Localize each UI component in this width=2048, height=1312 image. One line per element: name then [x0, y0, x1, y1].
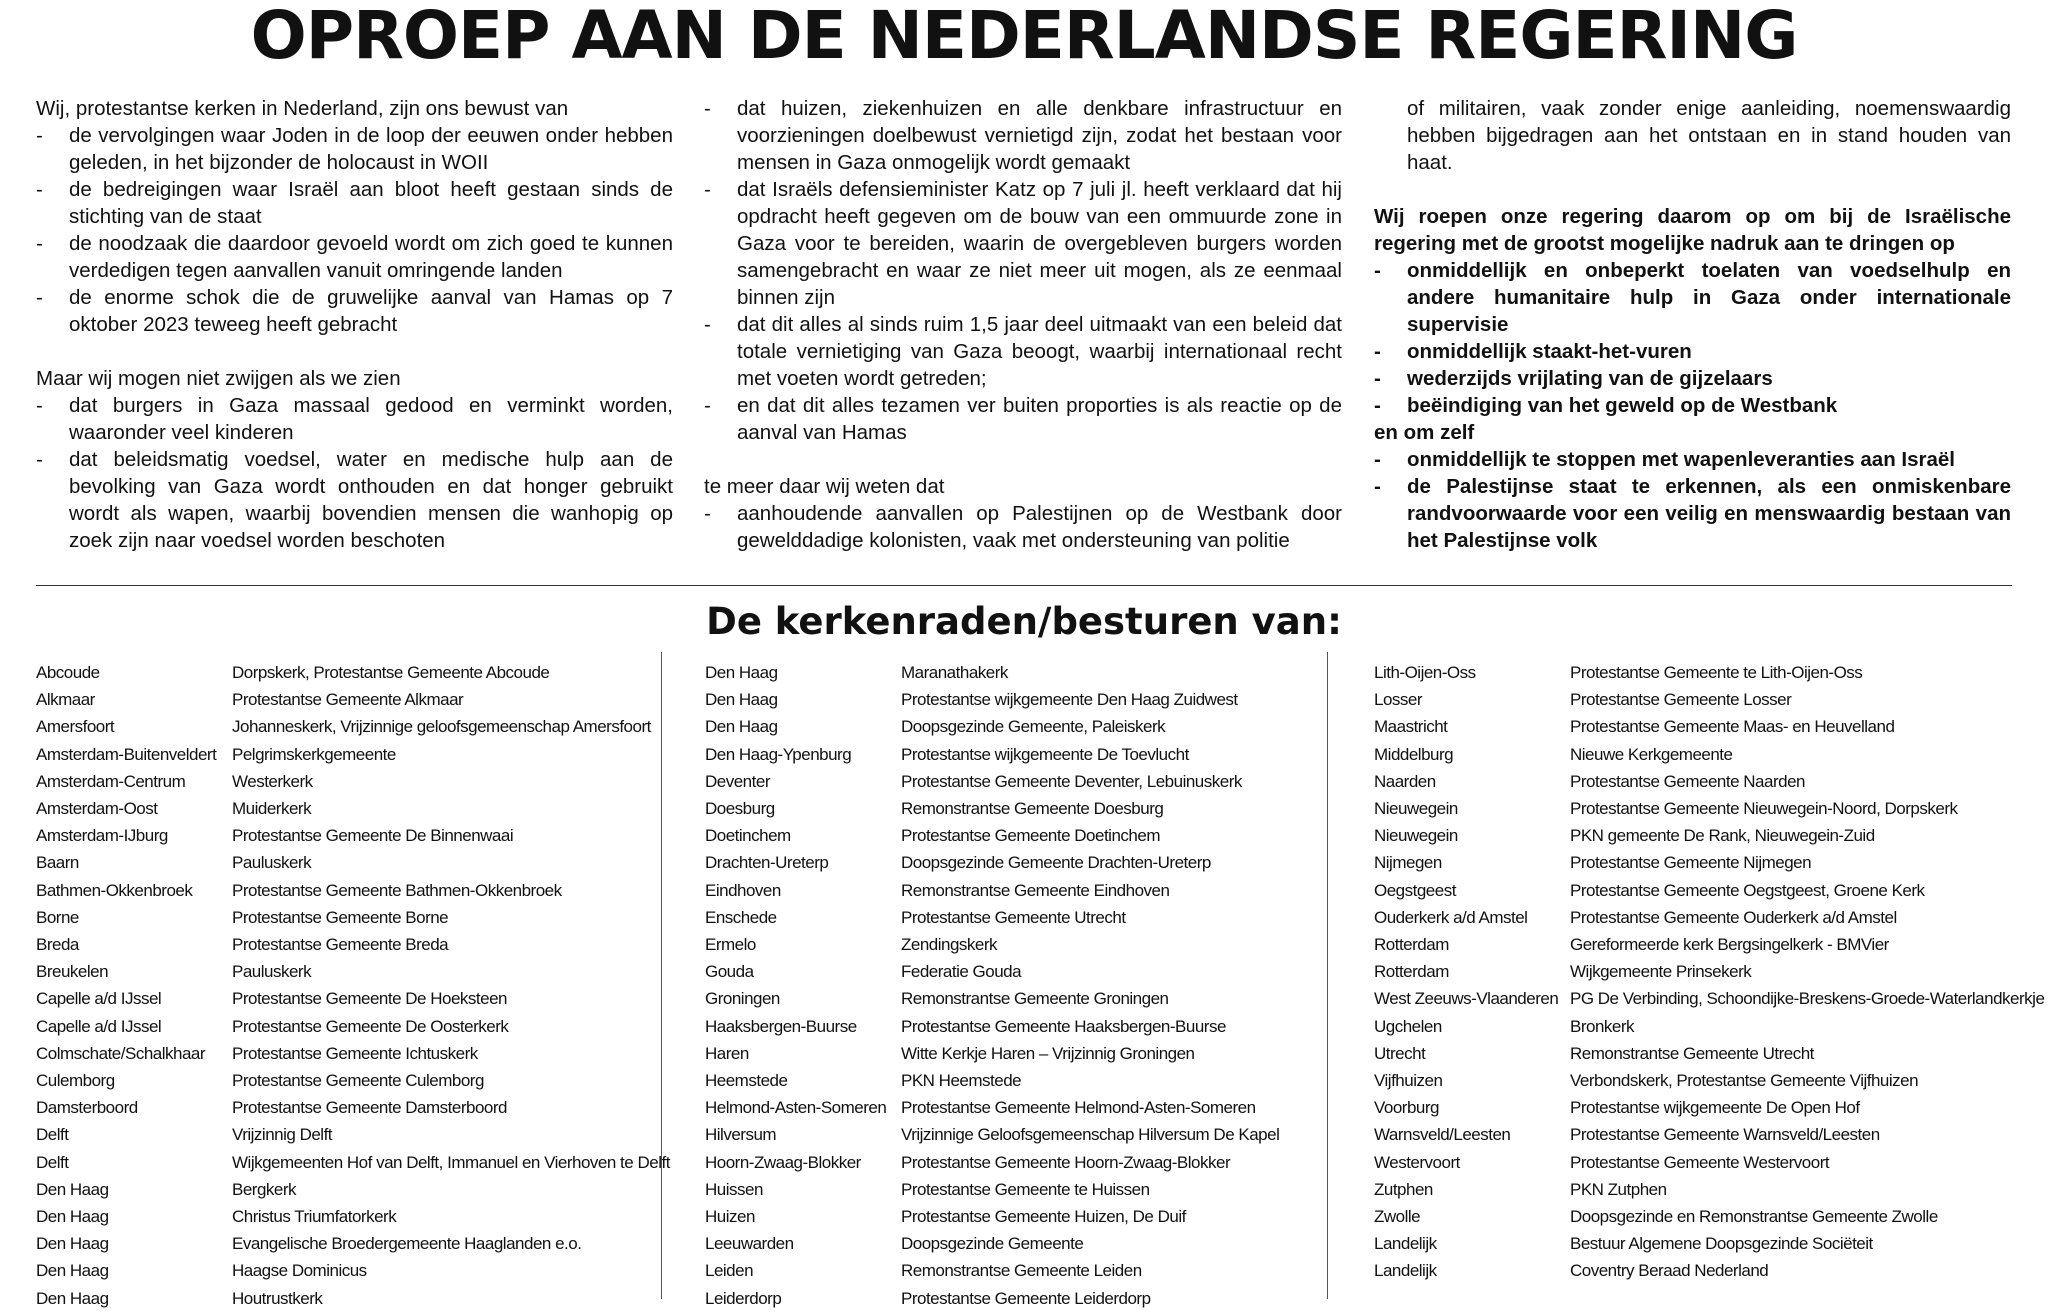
signatory-row: [705, 795, 1279, 822]
signatory-place: Den Haag: [705, 663, 778, 682]
signatory-church: PG De Verbinding, Schoondijke-Breskens-Groede-Waterlandkerkje: [1570, 989, 2045, 1009]
signatory-row: [36, 768, 670, 795]
signatory-church: Witte Kerkje Haren – Vrijzinnig Groningen: [901, 1043, 1195, 1063]
signatory-row: [36, 931, 670, 958]
list-item: - de vervolgingen waar Joden in de loop der eeuwen onder hebben geleden, in het bijzonder de holocaust in WOII: [36, 122, 673, 176]
signatory-church: Maranathakerk: [901, 663, 1008, 682]
signatory-church: Remonstrantse Gemeente Utrecht: [1570, 1043, 1814, 1063]
signatory-row: [36, 1257, 670, 1284]
signatory-place: Baarn: [36, 853, 79, 873]
signatory-place: Eindhoven: [705, 880, 781, 900]
signatory-row: [705, 985, 1279, 1012]
signatory-row: [705, 768, 1279, 795]
signatory-row: [705, 1257, 1279, 1284]
signatory-row: [36, 822, 670, 849]
list-item: - dat beleidsmatig voedsel, water en medische hulp aan de bevolking van Gaza wordt onthouden en dat honger gebruikt wordt als wapen, waarbij bovendien mensen die wanhopig op zoek zijn naar voedsel worden beschoten: [36, 446, 673, 554]
signatory-row: [1374, 1149, 2044, 1176]
list-item: - beëindiging van het geweld op de Westbank: [1374, 392, 2011, 419]
signatory-church: Bestuur Algemene Doopsgezinde Sociëteit: [1570, 1234, 1873, 1254]
signatory-row: [705, 1013, 1279, 1040]
signatory-church: Protestantse wijkgemeente De Toevlucht: [901, 744, 1189, 764]
signatory-church: Protestantse Gemeente Naarden: [1570, 771, 1805, 791]
signatory-place: Leiderdorp: [705, 1288, 782, 1308]
signatory-church: Remonstrantse Gemeente Eindhoven: [901, 880, 1170, 900]
list-item: - wederzijds vrijlating van de gijzelaars: [1374, 365, 2011, 392]
signatory-row: [36, 795, 670, 822]
signatory-place: Amsterdam-Oost: [36, 799, 158, 819]
signatory-place: Lith-Oijen-Oss: [1374, 663, 1476, 682]
signatory-place: West Zeeuws-Vlaanderen: [1374, 989, 1559, 1009]
signatory-row: [705, 822, 1279, 849]
signatory-row: [705, 849, 1279, 876]
signatory-church: PKN Zutphen: [1570, 1179, 1667, 1199]
list-item: - dat huizen, ziekenhuizen en alle denkbare infrastructuur en voorzieningen doelbewust vernietigd zijn, zodat het bestaan voor mensen in Gaza onmogelijk wordt gemaakt: [704, 95, 1342, 176]
signatory-church: Pauluskerk: [232, 962, 312, 982]
signatory-place: Alkmaar: [36, 690, 95, 710]
signatory-place: Breda: [36, 935, 79, 955]
signatory-row: [36, 904, 670, 931]
signatory-church: Protestantse Gemeente Maas- en Heuvelland: [1570, 717, 1895, 737]
signatory-church: Protestantse Gemeente te Lith-Oijen-Oss: [1570, 663, 1863, 682]
signatory-place: Nieuwegein: [1374, 826, 1458, 846]
signatory-place: Nieuwegein: [1374, 799, 1458, 819]
signatory-place: Voorburg: [1374, 1098, 1439, 1118]
list-item: - dat burgers in Gaza massaal gedood en verminkt worden, waaronder veel kinderen: [36, 392, 673, 446]
signatory-church: Protestantse Gemeente Culemborg: [232, 1071, 484, 1091]
signatory-row: [705, 1203, 1279, 1230]
signatory-row: [36, 849, 670, 876]
signatory-row: [36, 877, 670, 904]
signatory-row: [705, 686, 1279, 713]
signatory-church: Remonstrantse Gemeente Doesburg: [901, 799, 1164, 819]
signatory-church: Protestantse Gemeente Alkmaar: [232, 690, 464, 710]
signatory-church: Bergkerk: [232, 1179, 297, 1199]
signatory-place: Oegstgeest: [1374, 880, 1456, 900]
signatory-place: Zutphen: [1374, 1179, 1433, 1199]
signatory-place: Hilversum: [705, 1125, 777, 1145]
signatory-church: Protestantse Gemeente Huizen, De Duif: [901, 1207, 1186, 1227]
signatory-list-3: [1374, 659, 2044, 1285]
signatory-place: Den Haag: [36, 1207, 109, 1227]
signatory-church: Johanneskerk, Vrijzinnige geloofsgemeenschap Amersfoort: [232, 717, 651, 737]
concern-list-continued: [704, 95, 1342, 446]
signatory-row: [705, 1149, 1279, 1176]
signatory-row: [1374, 1230, 2044, 1257]
list-item: - dat Israëls defensieminister Katz op 7 juli jl. heeft verklaard dat hij opdracht heeft gegeven om de bouw van een ommuurde zone in Gaza voor te bereiden, waarin de overgebleven burgers worden samengebracht en waar ze niet meer uit mogen, als ze eenmaal binnen zijn: [704, 176, 1342, 311]
signatory-place: Warnsveld/Leesten: [1374, 1125, 1511, 1145]
signatory-row: [36, 1067, 670, 1094]
signatory-row: [36, 1176, 670, 1203]
signatory-row: [36, 713, 670, 740]
list-item: - de enorme schok die de gruwelijke aanval van Hamas op 7 oktober 2023 teweeg heeft gebracht: [36, 284, 673, 338]
signatory-church: Vrijzinnig Delft: [232, 1125, 333, 1145]
signatory-place: Heemstede: [705, 1071, 788, 1091]
signatory-row: [1374, 958, 2044, 985]
knowledge-intro: te meer daar wij weten dat: [704, 475, 945, 498]
signatory-place: Losser: [1374, 690, 1423, 710]
signatory-row: [36, 1149, 670, 1176]
signatory-row: [36, 1013, 670, 1040]
signatory-church: Protestantse Gemeente Utrecht: [901, 907, 1126, 927]
signatory-place: Huissen: [705, 1179, 763, 1199]
column-divider: [1327, 652, 1328, 1299]
signatory-list-2: [705, 659, 1279, 1312]
signatory-church: Westerkerk: [232, 771, 313, 791]
signatory-place: Gouda: [705, 962, 754, 982]
signatory-church: Haagse Dominicus: [232, 1261, 367, 1281]
signatory-church: Protestantse Gemeente Helmond-Asten-Someren: [901, 1098, 1256, 1118]
signatory-church: Coventry Beraad Nederland: [1570, 1261, 1769, 1281]
concern-intro: Maar wij mogen niet zwijgen als we zien: [36, 367, 401, 390]
signatory-church: Protestantse Gemeente Haaksbergen-Buurse: [901, 1016, 1226, 1036]
signatory-place: Westervoort: [1374, 1152, 1460, 1172]
signatory-church: Dorpskerk, Protestantse Gemeente Abcoude: [232, 663, 550, 682]
text-column-2: [704, 95, 1342, 554]
signatory-place: Abcoude: [36, 663, 100, 682]
signatory-church: Zendingskerk: [901, 935, 998, 955]
signatory-church: Protestantse Gemeente Doetinchem: [901, 826, 1160, 846]
signatory-church: Muiderkerk: [232, 799, 312, 819]
call-paragraph: Wij roepen onze regering daarom op om bij de Israëlische regering met de grootst mogelijke nadruk aan te dringen op: [1374, 205, 2011, 255]
signatory-row: [36, 686, 670, 713]
signatory-row: [1374, 659, 2044, 686]
signatory-church: Protestantse Gemeente Oegstgeest, Groene Kerk: [1570, 880, 1925, 900]
signatory-row: [1374, 1013, 2044, 1040]
signatory-church: Protestantse wijkgemeente De Open Hof: [1570, 1098, 1860, 1118]
signatory-place: Middelburg: [1374, 744, 1454, 764]
signatory-row: [1374, 768, 2044, 795]
list-item: - de bedreigingen waar Israël aan bloot heeft gestaan sinds de stichting van de staat: [36, 176, 673, 230]
signatory-place: Culemborg: [36, 1071, 115, 1091]
signatory-place: Landelijk: [1374, 1261, 1437, 1281]
signatory-place: Colmschate/Schalkhaar: [36, 1043, 206, 1063]
continuation-paragraph: of militairen, vaak zonder enige aanleiding, noemenswaardig hebben bijgedragen aan het ontstaan en in stand houden van haat.: [1407, 97, 2011, 174]
signatory-church: Protestantse Gemeente Hoorn-Zwaag-Blokker: [901, 1152, 1231, 1172]
signatory-place: Helmond-Asten-Someren: [705, 1098, 887, 1118]
signatory-church: Houtrustkerk: [232, 1288, 323, 1308]
signatory-place: Groningen: [705, 989, 780, 1009]
signatory-place: Landelijk: [1374, 1234, 1437, 1254]
signatories-heading: De kerkenraden/besturen van:: [706, 600, 1342, 643]
signatory-row: [1374, 1121, 2044, 1148]
signatory-church: Vrijzinnige Geloofsgemeenschap Hilversum De Kapel: [901, 1125, 1280, 1145]
self-demands-list: [1374, 446, 2011, 554]
signatory-place: Utrecht: [1374, 1043, 1426, 1063]
list-item: - de Palestijnse staat te erkennen, als een onmiskenbare randvoorwaarde voor een veilig en menswaardig bestaan van het Palestijnse volk: [1374, 473, 2011, 554]
signatory-church: Protestantse Gemeente Bathmen-Okkenbroek: [232, 880, 562, 900]
signatory-place: Amsterdam-Centrum: [36, 771, 186, 791]
signatory-row: [1374, 1176, 2044, 1203]
intro-paragraph: Wij, protestantse kerken in Nederland, zijn ons bewust van: [36, 97, 569, 120]
signatory-row: [1374, 1040, 2044, 1067]
signatory-church: Doopsgezinde en Remonstrantse Gemeente Zwolle: [1570, 1207, 1938, 1227]
signatory-row: [705, 1176, 1279, 1203]
signatory-place: Maastricht: [1374, 717, 1448, 737]
signatory-place: Den Haag: [705, 717, 778, 737]
signatory-row: [1374, 822, 2044, 849]
signatory-row: [705, 931, 1279, 958]
signatory-row: [1374, 1203, 2044, 1230]
signatory-church: Protestantse Gemeente Ouderkerk a/d Amstel: [1570, 907, 1897, 927]
signatory-place: Drachten-Ureterp: [705, 853, 829, 873]
signatory-church: Wijkgemeenten Hof van Delft, Immanuel en Vierhoven te Delft: [232, 1152, 670, 1172]
signatory-row: [1374, 904, 2044, 931]
signatory-place: Den Haag: [36, 1261, 109, 1281]
list-item: - onmiddellijk en onbeperkt toelaten van voedselhulp en andere humanitaire hulp in Gaza onder internationale supervisie: [1374, 257, 2011, 338]
signatory-church: Christus Triumfatorkerk: [232, 1207, 397, 1227]
signatory-row: [1374, 1257, 2044, 1284]
signatory-church: Protestantse wijkgemeente Den Haag Zuidwest: [901, 690, 1238, 710]
signatory-church: Verbondskerk, Protestantse Gemeente Vijfhuizen: [1570, 1071, 1919, 1091]
signatory-church: Remonstrantse Gemeente Groningen: [901, 989, 1169, 1009]
concern-list: [36, 392, 673, 554]
signatory-place: Capelle a/d IJssel: [36, 1016, 162, 1036]
signatory-church: Protestantse Gemeente Nijmegen: [1570, 853, 1812, 873]
signatory-church: Wijkgemeente Prinsekerk: [1570, 962, 1752, 982]
signatory-row: [36, 1285, 670, 1312]
signatory-church: PKN Heemstede: [901, 1071, 1022, 1091]
self-intro: en om zelf: [1374, 421, 1475, 444]
signatory-row: [1374, 931, 2044, 958]
signatory-row: [705, 1121, 1279, 1148]
signatory-place: Doesburg: [705, 799, 775, 819]
signatory-church: PKN gemeente De Rank, Nieuwegein-Zuid: [1570, 826, 1875, 846]
signatory-place: Damsterboord: [36, 1098, 138, 1118]
signatory-church: Bronkerk: [1570, 1016, 1635, 1036]
page-title: OPROEP AAN DE NEDERLANDSE REGERING: [250, 0, 1798, 74]
signatory-church: Pauluskerk: [232, 853, 312, 873]
signatory-place: Delft: [36, 1125, 69, 1145]
signatory-row: [1374, 1067, 2044, 1094]
signatory-row: [705, 958, 1279, 985]
signatory-place: Delft: [36, 1152, 69, 1172]
signatory-place: Den Haag: [705, 690, 778, 710]
signatory-church: Protestantse Gemeente Deventer, Lebuinuskerk: [901, 771, 1242, 791]
signatory-church: Protestantse Gemeente Losser: [1570, 690, 1792, 710]
list-item: - onmiddellijk te stoppen met wapenleveranties aan Israël: [1374, 446, 2011, 473]
signatory-row: [36, 1094, 670, 1121]
knowledge-list: [704, 500, 1342, 554]
signatory-row: [1374, 849, 2044, 876]
signatory-place: Breukelen: [36, 962, 109, 982]
signatory-church: Protestantse Gemeente De Hoeksteen: [232, 989, 507, 1009]
signatory-church: Protestantse Gemeente Westervoort: [1570, 1152, 1830, 1172]
signatory-row: [705, 1040, 1279, 1067]
signatory-church: Gereformeerde kerk Bergsingelkerk - BMVier: [1570, 935, 1889, 955]
signatory-church: Remonstrantse Gemeente Leiden: [901, 1261, 1142, 1281]
signatory-church: Pelgrimskerkgemeente: [232, 744, 396, 764]
signatory-church: Protestantse Gemeente De Binnenwaai: [232, 826, 514, 846]
signatory-place: Naarden: [1374, 771, 1436, 791]
signatory-church: Evangelische Broedergemeente Haaglanden e.o.: [232, 1234, 582, 1254]
signatory-place: Haren: [705, 1043, 749, 1063]
signatory-row: [36, 659, 670, 686]
signatory-place: Ugchelen: [1374, 1016, 1442, 1036]
signatory-place: Bathmen-Okkenbroek: [36, 880, 193, 900]
signatory-list-1: [36, 659, 670, 1312]
signatory-place: Deventer: [705, 771, 770, 791]
signatory-row: [705, 713, 1279, 740]
signatory-row: [705, 659, 1279, 686]
signatory-church: Protestantse Gemeente Borne: [232, 907, 449, 927]
signatory-church: Protestantse Gemeente De Oosterkerk: [232, 1016, 509, 1036]
signatory-row: [36, 985, 670, 1012]
signatory-place: Ouderkerk a/d Amstel: [1374, 907, 1528, 927]
signatory-place: Rotterdam: [1374, 935, 1449, 955]
awareness-list: [36, 122, 673, 338]
signatory-row: [36, 741, 670, 768]
signatory-row: [705, 877, 1279, 904]
list-item: - en dat dit alles tezamen ver buiten proporties is als reactie op de aanval van Hamas: [704, 392, 1342, 446]
signatory-place: Zwolle: [1374, 1207, 1421, 1227]
signatory-church: Doopsgezinde Gemeente: [901, 1234, 1084, 1254]
signatory-place: Den Haag-Ypenburg: [705, 744, 852, 764]
signatory-church: Protestantse Gemeente Nieuwegein-Noord, Dorpskerk: [1570, 799, 1958, 819]
signatory-place: Den Haag: [36, 1179, 109, 1199]
signatory-place: Amsterdam-Buitenveldert: [36, 744, 217, 764]
signatory-place: Capelle a/d IJssel: [36, 989, 162, 1009]
signatory-place: Leeuwarden: [705, 1234, 794, 1254]
signatory-place: Nijmegen: [1374, 853, 1442, 873]
signatory-row: [705, 1230, 1279, 1257]
signatory-place: Den Haag: [36, 1288, 109, 1308]
list-item: - dat dit alles al sinds ruim 1,5 jaar deel uitmaakt van een beleid dat totale vernietiging van Gaza beoogt, waarbij internationaal recht met voeten wordt getreden;: [704, 311, 1342, 392]
signatory-place: Ermelo: [705, 935, 756, 955]
signatory-place: Enschede: [705, 907, 777, 927]
signatory-place: Den Haag: [36, 1234, 109, 1254]
signatory-church: Nieuwe Kerkgemeente: [1570, 744, 1733, 764]
signatory-row: [36, 1040, 670, 1067]
signatory-place: Borne: [36, 907, 79, 927]
signatory-church: Protestantse Gemeente te Huissen: [901, 1179, 1150, 1199]
signatory-row: [1374, 741, 2044, 768]
signatory-church: Federatie Gouda: [901, 962, 1022, 982]
signatory-place: Rotterdam: [1374, 962, 1449, 982]
signatory-place: Hoorn-Zwaag-Blokker: [705, 1152, 861, 1172]
signatory-place: Huizen: [705, 1207, 755, 1227]
signatory-row: [705, 904, 1279, 931]
signatory-place: Leiden: [705, 1261, 754, 1281]
signatory-row: [36, 958, 670, 985]
demands-list: [1374, 257, 2011, 419]
signatory-row: [705, 1285, 1279, 1312]
signatory-church: Protestantse Gemeente Breda: [232, 935, 449, 955]
list-item: - onmiddellijk staakt-het-vuren: [1374, 338, 2011, 365]
text-column-3: [1374, 95, 2011, 554]
list-item: - aanhoudende aanvallen op Palestijnen op de Westbank door gewelddadige kolonisten, vaak met ondersteuning van politie: [704, 500, 1342, 554]
signatory-row: [36, 1121, 670, 1148]
signatory-row: [1374, 686, 2044, 713]
signatory-church: Protestantse Gemeente Damsterboord: [232, 1098, 507, 1118]
signatory-row: [705, 741, 1279, 768]
signatory-place: Amsterdam-IJburg: [36, 826, 168, 846]
signatory-church: Doopsgezinde Gemeente, Paleiskerk: [901, 717, 1166, 737]
signatory-church: Doopsgezinde Gemeente Drachten-Ureterp: [901, 853, 1211, 873]
signatory-row: [705, 1094, 1279, 1121]
signatory-row: [705, 1067, 1279, 1094]
list-item: - de noodzaak die daardoor gevoeld wordt om zich goed te kunnen verdedigen tegen aanvallen vanuit omringende landen: [36, 230, 673, 284]
horizontal-divider: [36, 585, 2012, 586]
signatory-row: [1374, 713, 2044, 740]
signatory-row: [1374, 795, 2044, 822]
signatory-church: Protestantse Gemeente Leiderdorp: [901, 1288, 1151, 1308]
signatory-place: Haaksbergen-Buurse: [705, 1016, 857, 1036]
signatory-place: Doetinchem: [705, 826, 791, 846]
signatory-row: [1374, 985, 2044, 1012]
signatory-church: Protestantse Gemeente Warnsveld/Leesten: [1570, 1125, 1880, 1145]
signatory-row: [1374, 1094, 2044, 1121]
signatory-row: [36, 1203, 670, 1230]
signatory-row: [36, 1230, 670, 1257]
signatory-place: Vijfhuizen: [1374, 1071, 1443, 1091]
text-column-1: [36, 95, 673, 554]
signatory-row: [1374, 877, 2044, 904]
signatory-church: Protestantse Gemeente Ichtuskerk: [232, 1043, 478, 1063]
signatory-place: Amersfoort: [36, 717, 115, 737]
